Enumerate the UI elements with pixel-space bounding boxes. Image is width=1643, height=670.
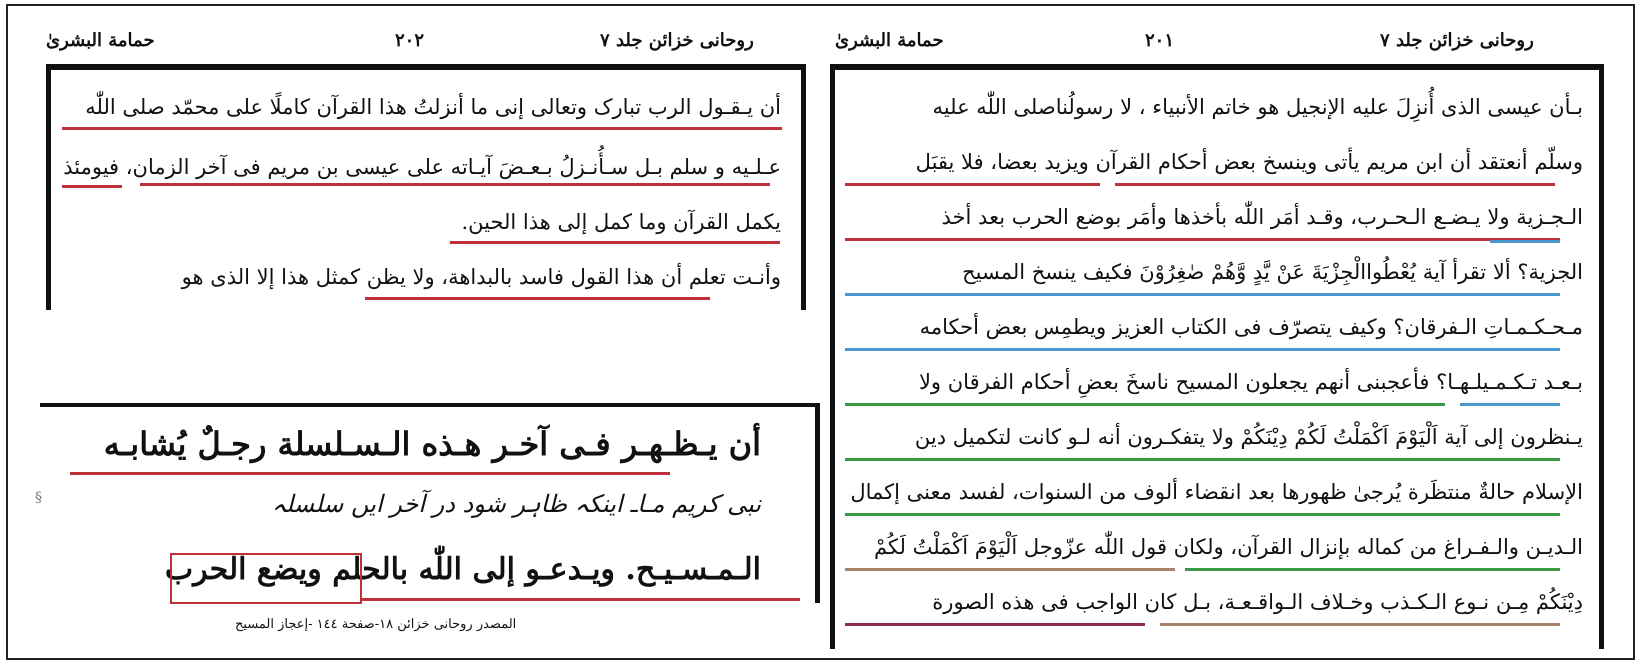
left-page-chapter-title: حمامة البشریٰ — [46, 30, 155, 51]
underline-blue — [1490, 240, 1560, 243]
source-caption: المصدر روحانی خزائن ١٨-صفحة ١٤٤ -إعجاز المسيح — [235, 617, 517, 632]
right-page-chapter-title: حمامة البشریٰ — [835, 30, 944, 51]
left-line-3: يكمل القرآن وما كمل إلى هذا الحين. — [461, 210, 781, 234]
margin-mark: § — [35, 490, 42, 506]
underline-green — [1185, 568, 1560, 571]
underline-brown — [845, 568, 1175, 571]
right-line-7: يـنظرون إلى آية اَلْيَوْمَ اَكْمَلْتُ لَكُمْ دِيْنَكُمْ ولا يتفكـرون أنه لـو كانت لتكميل دين — [914, 425, 1583, 449]
underline-blue — [845, 348, 1560, 351]
underline-green — [845, 403, 1445, 406]
right-line-4: الجزية؟ ألا تقرأ آية يُعْطُواالْجِزْيَةَ عَنْ يَّدٍ وَّهُمْ صٰغِرُوْنَ فكيف ينسخ المسيح — [962, 260, 1583, 284]
right-line-8: الإسلام حالةٌ منتظَرة يُرجىٰ ظهورها بعد انقضاء ألوف من السنوات، لفسد معنى إكمال — [850, 480, 1583, 504]
underline-red — [140, 183, 770, 186]
excerpt-line-1: أن يـظـهـر فـی آخـر هـذه الـسـلسلة رجـلٌ يُشابـه — [103, 425, 761, 463]
underline-red — [62, 185, 122, 188]
left-line-2: عـلـيه و سلم بـل سـأُنـزلُ بـعـضَ آيـاته على عيسى بن مريم فی آخر الزمان، فيومئذ — [63, 155, 781, 179]
excerpt-line-2: نبی کریم مـاـ اینکہ ظاہر شود در آخر ایں سلسلہ — [271, 490, 761, 518]
underline-red — [845, 183, 1100, 186]
left-page-number: ۲۰۲ — [395, 30, 425, 51]
left-line-4: وأنـت تعلم أن هذا القول فاسد بالبداهة، ولا يظن كمثل هذا إلا الذى هو — [181, 265, 781, 289]
underline-red — [365, 297, 710, 300]
underline-blue — [845, 293, 1560, 296]
right-line-10: دِيْنَكُمْ مِـن نـوع الـكـذب وخـلاف الـواقـعـة، بـل كان الواجب فی هذه الصورة — [932, 590, 1583, 614]
right-line-1: بـأن عيسى الذى أُنزِلَ عليه الإنجيل هو خاتم الأنبياء ، لا رسولُناصلى اللّٰه عليه — [932, 95, 1583, 119]
right-line-6: بـعـد تـكـمـيلـهـا؟ فأعجبنی أنهم يجعلون المسيح ناسخَ بعضِ أحكام الفرقان ولا — [918, 370, 1583, 394]
right-page-book-title: روحانی خزائن جلد ۷ — [1380, 30, 1534, 51]
right-line-2: وسلّم أنعتقد أن ابن مريم يأتی وينسخ بعض أحكام القرآن ويزيد بعضا، فلا يقبَل — [915, 150, 1583, 174]
highlight-box — [170, 553, 362, 604]
right-line-3: الـجـزية ولا يـضـع الـحـرب، وقـد أمَر اللّٰه بأخذها وأمَر بوضع الحرب بعد أخذ — [941, 205, 1583, 229]
underline-red — [1115, 183, 1555, 186]
right-line-9: الـديـن والـفـراغ من كماله بإنزال القرآن، ولكان قول اللّٰه عزّوجل اَلْيَوْمَ اَكْمَلْتُ لَكُمْ — [873, 535, 1583, 559]
right-page-number: ۲۰۱ — [1145, 30, 1175, 51]
excerpt-line-3: الـمـسـيـح. ويـدعـو إلى اللّٰه بالحلم ويضع الحرب — [164, 552, 761, 587]
underline-green — [845, 458, 1560, 461]
right-line-5: مـحـكـمـاتِ الـفرقان؟ وكيف يتصرّف فی الكتاب العزيز ويطمِس بعض أحكامه — [919, 315, 1583, 339]
left-line-1: أن يـقـول الرب تبارک وتعالى إنی ما أنزلتُ هذا القرآن كاملًا على محمّد صلى اللّٰه — [85, 95, 781, 119]
underline-red — [845, 238, 1560, 241]
underline-red — [62, 127, 782, 130]
underline-blue — [1460, 403, 1560, 406]
underline-green — [845, 513, 1560, 516]
underline-red — [70, 472, 670, 475]
underline-red — [360, 598, 800, 601]
underline-red — [450, 241, 780, 244]
left-page-book-title: روحانی خزائن جلد ۷ — [600, 30, 754, 51]
underline-brown — [1160, 623, 1560, 626]
underline-purple — [845, 623, 1145, 626]
